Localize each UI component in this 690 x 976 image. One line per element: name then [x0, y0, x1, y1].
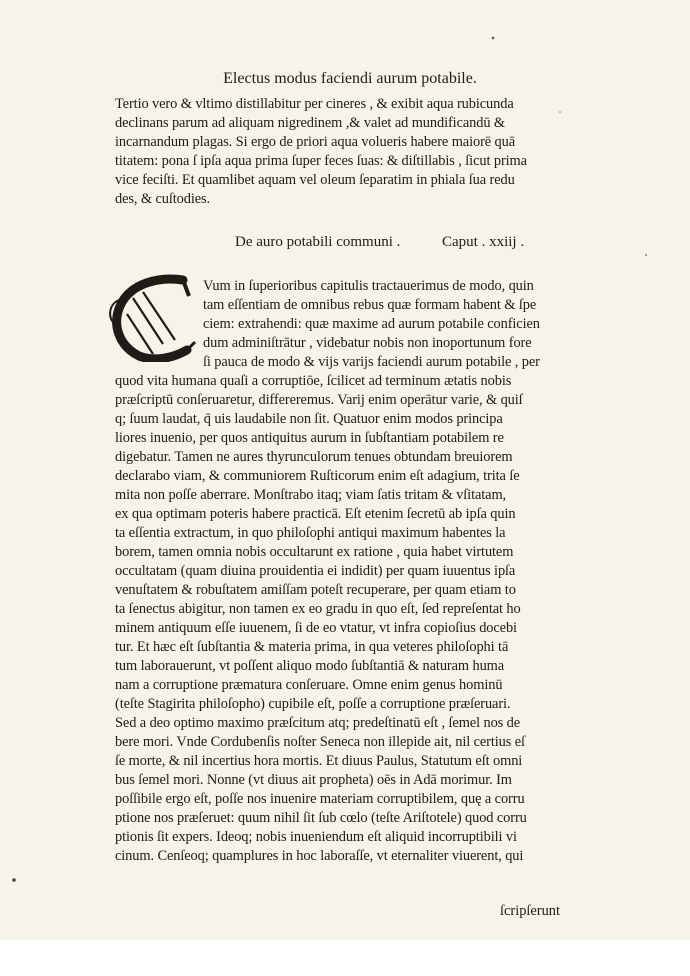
- chapter-number: Caput . xxiij .: [442, 234, 525, 250]
- text-line: q; ſuum laudat, q̄ uis laudabile non ſit. Quatuor enim modos principa: [115, 411, 503, 427]
- text-line: des, & cuſtodies.: [115, 191, 211, 207]
- text-line: declarabo viam, & communiorem Ruſticorum enim eſt adagium, trita ſe: [115, 468, 520, 484]
- text-line: Tertio vero & vltimo distillabitur per cineres , & exibit aqua rubicunda: [115, 96, 514, 112]
- text-line: ex qua optimam poteris habere practicā. Eſt etenim ſecretū ab ipſa quin: [115, 506, 516, 522]
- text-line: tum laborauerunt, vt poſſent aliquo modo ſubſtantiā & naturam huma: [115, 658, 505, 674]
- text-line: declinans parum ad aliquam nigredinem ,& valet ad mundificandū &: [115, 115, 506, 131]
- text-line: vice feciſti. Et quamlibet aquam vel oleum ſeparatim in phiala ſua redu: [115, 172, 515, 188]
- text-line: ptionis ſit expers. Ideoq; nobis inueniendum eſt aliquid incorruptibili vi: [115, 829, 517, 845]
- text-line: ta eſſentia extractum, in quo philoſophi antiqui maximum habentes la: [115, 525, 506, 541]
- text-line: ciem: extrahendi: quæ maxime ad aurum potabile conficien: [203, 316, 540, 332]
- text-line: tam eſſentiam de omnibus rebus quæ formam habent & ſpe: [203, 297, 537, 313]
- text-line: tur. Et hæc eſt ſubſtantia & materia prima, in qua veteres philoſophi tā: [115, 639, 509, 655]
- text-line: mita non poſſe aberrare. Monſtrabo itaq; viam ſatis tritam & vſitatam,: [115, 487, 507, 503]
- text-line: poſſibile ergo eſt, poſſe nos inuenire materiam corruptibilem, quę a corru: [115, 791, 525, 807]
- text-line: minem antiquum eſſe iuuenem, ſi de eo vtatur, vt infra copioſius docebi: [115, 620, 517, 636]
- text-line: liores inuenio, per quos antiquitus aurum in ſubſtantiam potabilem re: [115, 430, 504, 446]
- text-line: quod vita humana quaſi a corruptiōe, ſcilicet ad terminum ætatis nobis: [115, 373, 512, 389]
- text-line: (teſte Stagirita philoſopho) cupibile eſt, poſſe a corruptione præſeruari.: [115, 696, 511, 712]
- text-line: borem, tamen omnia nobis occultarunt ex ratione , quia habet virtutem: [115, 544, 514, 560]
- paragraph-1: [115, 95, 635, 209]
- text-line: venuſtatem & robuſtatem amiſſam poteſt recuperare, per quam etiam to: [115, 582, 516, 598]
- text-line: bere mori. Vnde Cordubenſis noſter Seneca non illepide ait, nil certius eſ: [115, 734, 525, 750]
- text-line: incarnandum plagas. Si ergo de priori aqua volueris habere maiorē quā: [115, 134, 516, 150]
- initial-letter: C: [147, 326, 155, 337]
- text-line: cinum. Cenſeoq; quamplures in hoc laboraſſe, vt eternaliter viuerent, qui: [115, 848, 524, 864]
- decorated-initial-c: [103, 274, 199, 362]
- text-line: ſe morte, & nil incertius hora mortis. Et diuus Paulus, Statutum eſt omni: [115, 753, 523, 769]
- bottom-margin: [0, 940, 690, 976]
- indented-text: [203, 277, 635, 372]
- text-line: præſcriptū conſeruaretur, differeremus. Varij enim operātur varie, & quiſ: [115, 392, 523, 408]
- text-line: ta ſenectus abigitur, non tamen ex eo gradu in quo eſt, ſed repreſentat ho: [115, 601, 521, 617]
- text-line: dum adminiſtrātur , videbatur nobis non inoportunum fore: [203, 335, 532, 351]
- text-line: Vum in ſuperioribus capitulis tractauerimus de modo, quin: [203, 278, 534, 294]
- text-line: digebatur. Tamen ne aures thyrunculorum tenues obtundam breuiorem: [115, 449, 513, 465]
- body-text: [115, 372, 635, 866]
- text-line: ptione nos præſeruet: quum nihil ſit ſub cœlo (teſte Ariſtotele) quod corru: [115, 810, 527, 826]
- chapter-heading: De auro potabili communi .: [235, 234, 401, 250]
- text-line: occultatam (quam diuina prouidentia ei indidit) per quam iuuentus ipſa: [115, 563, 516, 579]
- text-line: ſi pauca de modo & vijs varijs faciendi aurum potabile , per: [203, 354, 540, 370]
- section-title: Electus modus faciendi aurum potabile.: [223, 70, 477, 87]
- text-line: bus ſemel mori. Nonne (vt diuus ait propheta) oēs in Adā morimur. Im: [115, 772, 512, 788]
- text-line: nam a corruptione præmatura conſeruare. Omne enim genus hominū: [115, 677, 503, 693]
- text-line: Sed a deo optimo maximo præſcitum atq; predeſtinatū eſt , ſemel nos de: [115, 715, 521, 731]
- catchword: ſcripſerunt: [500, 903, 560, 919]
- text-line: titatem: pona ſ ipſa aqua prima ſuper feces ſuas: & diſtillabis , ſicut prima: [115, 153, 527, 169]
